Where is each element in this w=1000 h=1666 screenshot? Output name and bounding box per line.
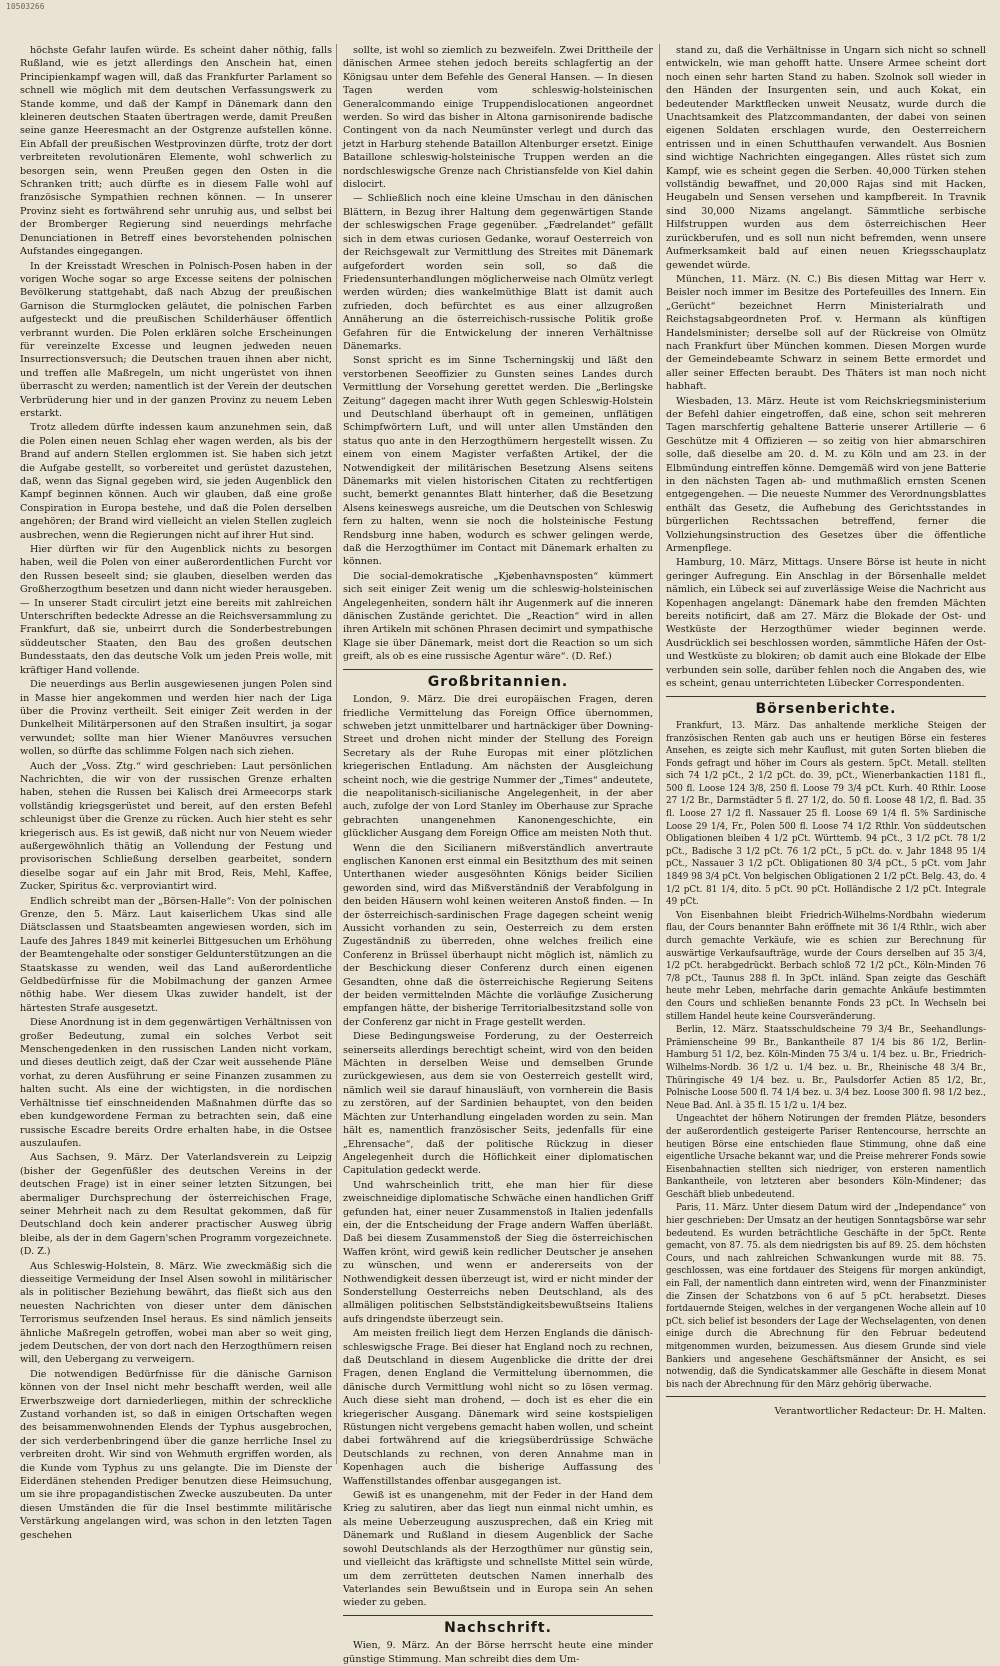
paragraph: Hier dürften wir für den Augenblick nichts zu besorgen haben, weil die Polen von einer außerordentlichen Furcht vor den Russen beseelt sind; sie glauben, dieselben werden das Großherzogthum besetzen und dann nicht wieder herausgeben. — In unserer Stadt circulirt jetzt eine bereits mit zahlreichen Unterschriften bedeckte Adresse an die Reichsversammlung zu Frankfurt, daß sie, unbeirrt durch die Sonderbestrebungen süddeutscher Staaten, den Bau des großen deutschen Bundesstaats, den das deutsche Volk um jeden Preis wolle, mit kräftiger Hand vollende. — [20, 544, 332, 676]
paragraph: Die social-demokratische „Kjøbenhavnsposten“ kümmert sich seit einiger Zeit wenig um die schleswig-holsteinischen Angelegenheiten, sondern hält ihr Augenmerk auf die inneren dänischen Zustände gerichtet. Die „Reaction“ wird in allen ihren Artikeln mit schönen Phrasen decimirt und sympathische Klage sie über Dänemark, meist dort die Reaction so um sich greift, als ob es eine russische Agentur wäre“. (D. Ref.) — [343, 570, 653, 663]
paragraph: Wiesbaden, 13. März. Heute ist vom Reichskriegsministerium der Befehl dahier eingetroffen, daß eine, schon seit mehreren Tagen marschfertig gehaltene Batterie unserer Artillerie — 6 Geschütze mit 4 Offizieren — so zeitig von hier abmarschiren solle, daß dieselbe am 20. d. M. zu Köln und am 23. in der Elbmündung eintreffen könne. Demgemäß wird von jene Batterie in den nächsten Tagen ab- und muthmaßlich ernsten Scenen entgegengehen. — Die neueste Nummer des Verordnungsblattes enthält das Gesetz, die Aufhebung des Gerichtsstandes in bürgerlichen Rechtssachen betreffend, ferner die Vollziehungsinstruction des Gesetzes über die öffentliche Armenpflege. — [666, 395, 986, 555]
paragraph: Gewiß ist es unangenehm, mit der Feder in der Hand dem Krieg zu salutiren, aber das liegt nun einmal nicht umhin, es als meine Ueberzeugung auszusprechen, daß ein Krieg mit Dänemark und Rußland in diesem Augenblick der Sache sowohl Deutschlands als der Herzogthümer nur günstig sein, und vielleicht das kräftigste und schnellste Mittel sein würde, um dem zerrütteten deutschen Namen innerhalb des Vaterlandes sein Bewußtsein und in Europa sein An sehen wieder zu geben. — [343, 1490, 653, 1609]
column-left — [20, 44, 332, 1541]
paragraph: Am meisten freilich liegt dem Herzen Englands die dänisch-schleswigsche Frage. Bei dieser hat England noch zu rechnen, daß Deutschland in diesem Augenblicke die dritte der drei Fragen, denen England die Vermittelung übernommen, die dänische durch Vermittlung wohl nicht so zu lösen vermag. Auch diese sieht man drohend, — doch ist es eher die ein kriegerischer Ausgang. Dänemark wird seine kostspieligen Rüstungen nicht vergebens gemacht haben wollen, und scheint dabei fortwährend auf die kriegsüberdrüssige Schwäche Deutschlands zu rechnen, von deren Annahme man in Kopenhagen auch die bisherige Auffassung des Waffenstillstandes offenbar ausgegangen ist. — [343, 1328, 653, 1487]
paragraph: In der Kreisstadt Wreschen in Polnisch-Posen haben in der vorigen Woche sogar so arge Excesse seitens der polnischen Bevölkerung stattgehabt, daß nach Abzug der preußischen Garnison die Sturmglocken geläutet, die polnischen Farben aufgesteckt und die preußischen Schilderhäuser öffentlich verbrannt wurden. Die Polen erklären solche Erscheinungen für vereinzelte Excesse und leugnen jedweden neuen Insurrectionsversuch; die Deutschen trauen ihnen aber nicht, und treffen alle Maßregeln, um nicht ungerüstet von ihnen überrascht zu werden; namentlich ist der Verein der deutschen Verbrüderung hier und in der ganzen Provinz zu neuem Leben erstarkt. — [20, 260, 332, 419]
paragraph: — Schließlich noch eine kleine Umschau in den dänischen Blättern, in Bezug ihrer Haltung dem gegenwärtigen Stande der schleswigschen Frage gegenüber. „Fædrelandet“ gefällt sich in dem etwas curiosen Gedanke, worauf Oesterreich von der Reichsgewalt zur Vermittlung des Streites mit Dänemark aufgefordert worden sein soll, so daß die Friedensunterhandlungen möglicherweise nach Olmütz verlegt werden würden; dies wankelmüthige Blatt ist damit auch zufrieden, doch befürchtet es aus einer allzugroßen Annäherung an die österreichisch-russische Politik große Gefahren für die Entwickelung der inneren Verhältnisse Dänemarks. — [343, 193, 653, 352]
column-right — [666, 44, 986, 1469]
paragraph: Die neuerdings aus Berlin ausgewiesenen jungen Polen sind in Masse hier angekommen und werden hier nach der Liga über die Provinz vertheilt. Seit einiger Zeit werden in der Dunkelheit Militärpersonen auf den Straßen insultirt, ja sogar verwundet; sollte man hier Wiener Manöuvres versuchen wollen, so dürfte das schlimme Folgen nach sich ziehen. — [20, 679, 332, 758]
paragraph: Und wahrscheinlich tritt, ehe man hier für diese zweischneidige diplomatische Schwäche einen handlichen Griff gefunden hat, einer neuer Zusammenstoß in Italien jedenfalls ein, der die Entscheidung der Frage andern Waffen überläßt. Daß bei diesem Zusammenstoß der Sieg die österreichischen Waffen krönt, wird gewiß kein redlicher Deutscher je ansehen zu wünschen, und wenn er andererseits von der Nothwendigkeit dessen überzeugt ist, wird er nicht minder der Sonderstellung Oesterreichs neben Deutschland, als des allmäligen politischen Selbstständigkeitsbewußtseins Italiens aufs dringendste überzeugt sein. — [343, 1179, 653, 1325]
section-divider — [666, 1396, 986, 1397]
paragraph: Diese Bedingungsweise Forderung, zu der Oesterreich seinerseits allerdings berechtigt scheint, wird von den beiden Mächten in derselben Weise und demselben Grunde zurückgewiesen, aus dem sie von Oesterreich gestellt wird, nämlich weil sie darauf hinausläuft, von vornherein die Basis zu zerstören, auf der Sardinien behauptet, von den beiden Mächten zur Unterhandlung eingeladen worden zu sein. Man hält es, namentlich französischer Seits, jedenfalls für eine „Ehrensache“, daß der politische Rückzug in dieser Angelegenheit durch die Höflichkeit einer diplomatischen Capitulation gedeckt werde. — [343, 1031, 653, 1177]
paragraph: Auch der „Voss. Ztg.“ wird geschrieben: Laut persönlichen Nachrichten, die wir von der russischen Grenze erhalten haben, stehen die Russen bei Kalisch drei Armeecorps stark vollständig kriegsgerüstet und bereit, auf den ersten Befehl schleunigst über die Grenze zu rücken. Auch hier steht es sehr kriegerisch aus. Es ist gewiß, daß nicht nur von Neuem wieder außergewöhnlich thätig an Vollendung der Festung und provisorischen Schließung derselben gearbeitet, sondern dieselbe sogar auf ein Jahr mit Brod, Reis, Mehl, Kaffee, Zucker, Spiritus &c. verproviantirt wird. — [20, 760, 332, 893]
paragraph: Wenn die den Sicilianern mißverständlich anvertraute englischen Kanonen erst einmal ein Besitzthum des mit seinen Unterthanen wieder ausgesöhnten Königs beider Sicilien geworden sind, wird das Mißverständniß der Verabfolgung in den beiden Häusern wohl keinen weiteren Anstoß finden. — In der österreichisch-sardinischen Frage dagegen scheint wenig Aussicht vorhanden zu sein, Oesterreich zu dem ersten Zugeständniß zu überreden, ohne welches freilich eine Conferenz in Brüssel überhaupt nicht möglich ist, nämlich zu der Beschickung dieser Conferenz durch einen eigenen Gesandten, ohne daß die österreichische Regierung Seitens der beiden vermittelnden Mächte die vorläufige Zusicherung empfangen hätte, der bisherige Territorialbesitzstand solle von der Conferenz gar nicht in Frage gestellt werden. — [343, 842, 653, 1028]
section-divider — [343, 1615, 653, 1616]
paragraph: Sonst spricht es im Sinne Tscherningskij und läßt den verstorbenen Seeoffizier zu Gunsten seines Landes durch Vermittlung der Vorsehung gerettet werden. Die „Berlingske Zeitung“ dagegen macht ihrer Wuth gegen Schleswig-Holstein und Deutschland überhaupt oft in gemeinen, unflätigen Schimpfwörtern Luft, und will unter allen Umständen den status quo ante in den Herzogthümern hergestellt wissen. Zu einem von einem Magister verfaßten Artikel, der die Notwendigkeit der militärischen Besetzung Alsens seitens Dänemarks mit vielen historischen Citaten zu rechtfertigen sucht, bemerkt genanntes Blatt hinterher, daß die Besetzung Alsens keineswegs ausreiche, um die Deutschen von Schleswig fern zu halten, wenn sie noch die holsteinische Festung Rendsburg inne haben, wodurch es schwer gelingen werde, daß die Herzogthümer im Contact mit Dänemark erhalten zu können. — [343, 355, 653, 568]
paragraph: stand zu, daß die Verhältnisse in Ungarn sich nicht so schnell entwickeln, wie man gehofft hatte. Unsere Armee scheint dort noch einen sehr harten Stand zu haben. Szolnok soll wieder in den Händen der Insurgenten sein, und auch Kokat, ein bedeutender Marktflecken unweit Neusatz, wurde durch die Unachtsamkeit des Platzcommandanten, der dabei von seinen eigenen Soldaten erschlagen wurde, den Oesterreichern entrissen und in einen Schutthaufen verwandelt. Aus Bosnien sind wichtige Nachrichten eingegangen. Alles rüstet sich zum Kampf, wie es scheint gegen die Serben. 40,000 Türken stehen vollständig bewaffnet, und 20,000 Rajas sind mit Hacken, Heugabeln und Sensen versehen und kampfbereit. In Travnik sind 30,000 Nizams angelangt. Sämmtliche serbische Hilfstruppen wurden aus dem österreichischen Heer zurückberufen, und es soll nun nicht befremden, wenn unsere Aufmerksamkeit bald auf einen neuen Kriegsschauplatz gewendet würde. — [666, 45, 986, 271]
paragraph: Frankfurt, 13. März. Das anhaltende merkliche Steigen der französischen Renten gab auch uns er heutigen Börse ein festeres Ansehen, es zeigte sich mehr Kauflust, mit guten Sorten blieben die Fonds gefragt und höher im Cours als gestern. 5pCt. Metall. stellten sich 74 1/2 pCt., 2 1/2 pCt. do. 39, pCt., Wienerbankactien 1181 fl., 500 fl. Loose 124 3/8, 250 fl. Loose 79 3/4 pCt. Kurh. 40 Rthlr. Loose 27 1/2 Br., Darmstädter 5 fl. 27 1/2, do. 50 fl. Loose 48 1/2, fl. Bad. 35 fl. Loose 27 1/2 fl. Nassauer 25 fl. Loose 69 1/4 fl. 5% Sardinische Loose 29 1/4, Fr., Polen 500 fl. Loose 74 1/2 Rthlr. Von süddeutschen Obligationen bleiben 4 1/2 pCt. Württemb. 94 pCt., 3 1/2 pCt. 78 1/2 pCt., Badische 3 1/2 pCt. 76 1/2 pCt., 5 pCt. do. v. Jahr 1848 95 1/4 pCt., Nassauer 3 1/2 pCt. Obligationen 80 3/4 pCt., 5 pCt. vom Jahr 1849 98 3/4 pCt. Von belgischen Obligationen 2 1/2 pCt. Belg. 43, do. 4 1/2 pCt. 81 1/4, dito. 5 pCt. 90 pCt. Holländische 2 1/2 pCt. Integrale 49 pCt. — [666, 720, 986, 908]
column-divider — [659, 44, 660, 1464]
paragraph: sollte, ist wohl so ziemlich zu bezweifeln. Zwei Drittheile der dänischen Armee stehen jedoch bereits schlagfertig an der Königsau unter dem Befehle des General Hansen. — In diesen Tagen werden vom schleswig-holsteinischen Generalcommando einige Truppendislocationen angeordnet werden. So wird das bisher in Altona garnisonirende badische Contingent von da nach Neumünster verlegt und durch das jetzt in Harburg stehende Bataillon Altenburger ersetzt. Einige Bataillone schleswig-holsteinische Truppen werden an die nordschleswigsche Grenze nach Christiansfelde von Kiel dahin dislocirt. — [343, 45, 653, 191]
paragraph: Von Eisenbahnen bleibt Friedrich-Wilhelms-Nordbahn wiederum flau, der Cours benannter Bahn eröffnete mit 36 1/4 Rthlr., wich aber durch gemachte Verkäufe, wie es schien zur Berechnung für auswärtige Verkaufsaufträge, wurde der Cours derselben auf 35 3/4, 1/2 pCt. herabgedrückt. Berbach schloß 72 1/2 pCt., Köln-Minden 76 7/8 pCt., Taunus 288 fl. In 3pCt. inländ. Span zeigte das Geschäft heute mehr Leben, mehrfache darin gemachte Ankäufe bestimmten den Cours und schließen benannte Fonds 23 pCt. In Wechseln bei stillem Handel heute keine Coursveränderung. — [666, 910, 986, 1022]
scan-id: 10503266 — [6, 2, 45, 11]
paragraph: Diese Anordnung ist in dem gegenwärtigen Verhältnissen von großer Bedeutung, zumal ein solches Verbot seit Menschengedenken in den russischen Landen nicht vorkam, und dieses deutlich zeigt, daß der Czar weit aussehende Pläne vorhat, zu deren Ausführung er seine Finanzen zusammen zu halten sucht. Als eine der wichtigsten, in die nordischen Verhältnisse tief einschneidenden Maßnahmen dürfte das so eben kundgewordene Ferman zu betrachten sein, daß eine russische Escadre bereits Ordre erhalten habe, in die Ostsee auszulaufen. — [20, 1017, 332, 1149]
paragraph: Trotz alledem dürfte indessen kaum anzunehmen sein, daß die Polen einen neuen Schlag eher wagen werden, als bis der Brand auf andern Stellen erglommen ist. Sie haben sich jetzt die Aufgabe gestellt, so vorbereitet und gerüstet dazustehen, daß, wenn das Signal gegeben wird, sie jeden Augenblick den Kampf beginnen können. Auch wir glauben, daß eine große Conspiration in Europa bestehe, und daß die Polen derselben angehören; der Brand wird vielleicht an vielen Stellen zugleich ausbrechen, wenn die Regierungen nicht auf ihrer Hut sind. — [20, 422, 332, 541]
section-heading-stock-reports: Börsenberichte. — [755, 700, 897, 717]
paragraph: Berlin, 12. März. Staatsschuldscheine 79 3/4 Br., Seehandlungs-Prämienscheine 99 Br., Bankantheile 87 1/4 bis 86 1/2, Berlin-Hamburg 51 1/2, bez. Köln-Minden 75 3/4 u. 1/4 bez. u. Br., Friedrich-Wilhelms-Nordb. 36 1/2 u. 1/4 bez. u. Br., Rheinische 48 3/4 Br., Thüringische 49 1/4 bez. u. Br., Paulsdorfer Actien 85 1/2, Br., Polnische Loose 500 fl. 74 1/4 bez. u. 3/4 bez. Loose 300 fl. 98 1/2 bez., Neue Bad. Anl. à 35 fl. 15 1/2 u. 1/4 bez. — [666, 1025, 986, 1111]
section-heading-postscript: Nachschrift. — [444, 1619, 552, 1636]
column-divider — [336, 44, 337, 1464]
section-divider — [666, 696, 986, 697]
section-divider — [343, 669, 653, 670]
paragraph: Ungeachtet der höhern Notirungen der fremden Plätze, besonders der außerordentlich gesteigerte Pariser Rentencourse, herrschte an heutigen Börse eine entschieden flaue Stimmung, ohne daß eine eigentliche Ursache bekannt war, und die Preise mehrerer Fonds sowie Eisenbahnactien stellten sich niedriger, von ersteren namentlich Bankantheile, von letzteren aber besonders Köln-Mindener; das Geschäft blieb unbedeutend. — [666, 1114, 986, 1200]
column-middle — [343, 44, 653, 1665]
paragraph: Die notwendigen Bedürfnisse für die dänische Garnison können von der Insel nicht mehr beschafft werden, weil alle Erwerbszweige dort darniederliegen, mithin der schreckliche Zustand vorhanden ist, so daß in einigen Ortschaften wegen des beisammenwohnenden Elends der Typhus ausgebrochen, der sich verderbenbringend über die ganze herrliche Insel zu verbreiten droht. Wir sind von Wehmuth ergriffen worden, als die Kunde vom Typhus zu uns gelangte. Die im Dienste der Eiderdänen stehenden Prediger benutzen diese Heimsuchung, um sie ihre propagandistischen Zwecke auszubeuten. Da unter diesen Umständen die für die Insel bestimmte militärische Verstärkung angelangen wird, was schon in den letzten Tagen geschehen — [20, 1368, 332, 1541]
paragraph: München, 11. März. (N. C.) Bis diesen Mittag war Herr v. Beisler noch immer im Besitze des Portefeuilles des Innern. Ein „Gerücht“ bezeichnet Herrn Ministerialrath und Reichstagsabgeordneten Prof. v. Hermann als künftigen Handelsminister; derselbe soll auf der Rückreise von Olmütz nach Frankfurt über München kommen. Diesen Morgen wurde der Gemeindebeamte Schwarz in seinem Bette ermordet und aller seiner Effecten beraubt. Des Thäters ist man noch nicht habhaft. — [666, 273, 986, 393]
editor-line: Verantwortlicher Redacteur: Dr. H. Malten. — [774, 1406, 986, 1418]
paragraph: Wien, 9. März. An der Börse herrscht heute eine minder günstige Stimmung. Man schreibt dies dem Um- — [343, 1640, 653, 1665]
paragraph: Aus Schleswig-Holstein, 8. März. Wie zweckmäßig sich die diesseitige Vermeidung der Insel Alsen sowohl in militärischer als in politischer Beziehung bewährt, das fließt sich aus den neuesten Nachrichten von dieser unter dem dänischen Terrorismus seufzenden Insel heraus. Es sind nämlich jenseits ähnliche Maßregeln getroffen, wobei man aber so weit ging, jedem Deutschen, der von dort nach den Herzogthümern reisen will, den Uebergang zu verweigern. — [20, 1260, 332, 1366]
section-heading-great-britain: Großbritannien. — [427, 673, 569, 690]
paragraph: London, 9. März. Die drei europäischen Fragen, deren friedliche Vermittelung das Foreign Office übernommen, schweben jetzt unmittelbarer und hartnäckiger über Downing-Street und drohen nicht minder der Stellung des Foreign Secretary als der Ruhe Europas mit einer plötzlichen kriegerischen Entladung. Am nächsten der Ausgleichung scheint noch, wie die gestrige Nummer der „Times“ andeutete, die neapolitanisch-sicilianische Angelegenheit, in der aber auch, zufolge der von Lord Stanley im Oberhause zur Sprache gebrachten unangenehmen Kanonengeschichte, ein glücklicher Ausgang dem Foreign Office am meisten Noth thut. — [343, 694, 653, 840]
paragraph: Hamburg, 10. März, Mittags. Unsere Börse ist heute in nicht geringer Aufregung. Ein Anschlag in der Börsenhalle meldet nämlich, ein Lübeck sei auf zuverlässige Weise die Nachricht aus Kopenhagen angelangt: Dänemark habe den fremden Mächten bereits notificirt, daß am 27. März die Blokade der Ost- und Westküste der Herzogthümer wieder beginnen werde. Ausdrücklich sei beschlossen worden, sämmtliche Häfen der Ost- und Westküste zu blokiren; ob damit auch eine Blokade der Elbe verbunden sein solle, darüber fehlen noch die Angaben des, wie es scheint, genau unterrichteten Lübecker Correspondenten. — [666, 557, 986, 690]
paragraph: Paris, 11. März. Unter diesem Datum wird der „Independance“ von hier geschrieben: Der Umsatz an der heutigen Sonntagsbörse war sehr bedeutend. Es wurden beträchtliche Geschäfte in der 5pCt. Rente gemacht, von 87. 75. als dem niedrigsten bis auf 89. 25. dem höchsten Cours, und nach zahlreichen Schwankungen wurde mit 88. 75. geschlossen, was eine fortdauer des Steigens für morgen ankündigt, ein Fall, der namentlich dann eintreten wird, wenn der Finanzminister die Zinsen der Schatzbons von 6 auf 5 pCt. herabsetzt. Dieses fortdauernde Steigen, welches in der vergangenen Woche allein auf 10 pCt. sich belief ist besonders der Lage der Wechselagenten, von denen einige durch die Abrechnung für den Februar bedeutend mitgenommen wurden, beizumessen. Aus diesem Grunde sind viele Bankiers und angesehene Geschäftsmänner der Ansicht, es sei notwendig, daß die Syndicatskammer alle Geschäfte in diesem Monat bis nach der Abrechnung für den März gehörig überwache. — [666, 1203, 986, 1390]
paragraph: Endlich schreibt man der „Börsen-Halle“: Von der polnischen Grenze, den 5. März. Laut kaiserlichem Ukas sind alle Diätsclassen und Staatsbeamten angewiesen worden, sich im Laufe des Jahres 1849 mit keinerlei Bittgesuchen um Erhöhung der Beamtengehalte oder sonstiger Geldunterstützungen an die Staatskasse zu wenden, weil das Land außerordentliche Geldbedürfnisse für die Mobilmachung der ganzen Armee nöthig habe. Wer diesem Ukas zuwider handelt, ist der härtesten Strafe ausgesetzt. — [20, 895, 332, 1014]
paragraph: höchste Gefahr laufen würde. Es scheint daher nöthig, falls Rußland, wie es jetzt allerdings den Anschein hat, einen Principienkampf wagen will, daß das Frankfurter Parlament so schnell wie möglich mit dem deutschen Verfassungswerk zu Stande komme, und daß der Kampf in Dänemark dann den kleineren deutschen Staaten übertragen werde, damit Preußen seine ganze Heeresmacht an der Ostgrenze aufstellen könne. Ein Abfall der preußischen Westprovinzen dürfte, trotz der dort verbreiteten revolutionären Elemente, wohl schwerlich zu besorgen sein, wenn Preußen gegen den Osten in die Schranken tritt; auch dürfte es in diesem Falle wohl auf französische Sympathien rechnen können. — In unserer Provinz sieht es fortwährend sehr unruhig aus, und selbst bei der Bromberger Regierung sind neuerdings mehrfache Denunciationen in Betreff eines bevorstehenden polnischen Aufstandes eingegangen. — [20, 45, 332, 258]
paragraph: Aus Sachsen, 9. März. Der Vaterlandsverein zu Leipzig (bisher der Gegenfüßler des deutschen Vereins in der deutschen Frage) ist in einer seiner letzten Sitzungen, bei abermaliger Durchsprechung der österreichischen Frage, seiner Mehrheit nach zu dem Resultat gekommen, daß für Deutschland doch kein anderer practischer Ausweg übrig bleibe, als der in dem Gagern'schen Programm vorgezeichnete. (D. Z.) — [20, 1152, 332, 1258]
